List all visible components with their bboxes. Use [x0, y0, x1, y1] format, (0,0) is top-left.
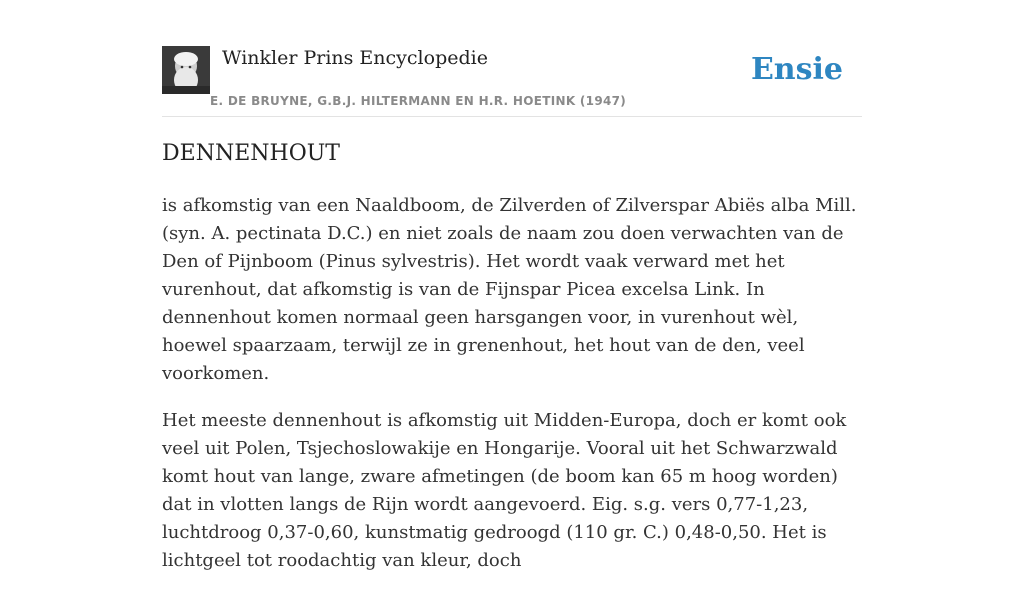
avatar-portrait-icon — [162, 46, 210, 94]
site-header — [162, 46, 862, 117]
article-paragraph: Het meeste dennenhout is afkomstig uit Midden-Europa, doch er komt ook veel uit Polen, Tsjechoslowakije en Hongarije. Vooral uit het Schwarzwald komt hout van lange, zware afmetingen (de boom kan 65 m hoog worden) dat in vlotten langs de Rijn wordt aangevoerd. Eig. s.g. vers 0,77-1,23, luchtdroog 0,37-0,60, kunstmatig gedroogd (110 gr. C.) 0,48-0,50. Het is lichtgeel tot roodachtig van kleur, doch — [162, 410, 847, 571]
article-paragraph: is afkomstig van een Naaldboom, de Zilverden of Zilverspar Abiës alba Mill. (syn. A. pectinata D.C.) en niet zoals de naam zou doen verwachten van de Den of Pijnboom (Pinus sylvestris). Het wordt vaak verward met het vurenhout, dat afkomstig is van de Fijnspar Picea excelsa Link. In dennenhout komen normaal geen harsgangen voor, in vurenhout wèl, hoewel spaarzaam, terwijl ze in grenenhout, het hout van de den, veel voorkomen. — [162, 195, 857, 384]
authors-line: E. DE BRUYNE, G.B.J. HILTERMANN EN H.R. HOETINK (1947) — [210, 94, 627, 108]
article-title: DENNENHOUT — [162, 141, 340, 166]
brand-logo[interactable]: Ensie — [750, 52, 843, 87]
article-body — [162, 192, 867, 594]
site-title[interactable]: Winkler Prins Encyclopedie — [222, 47, 488, 69]
author-avatar[interactable] — [162, 46, 210, 94]
